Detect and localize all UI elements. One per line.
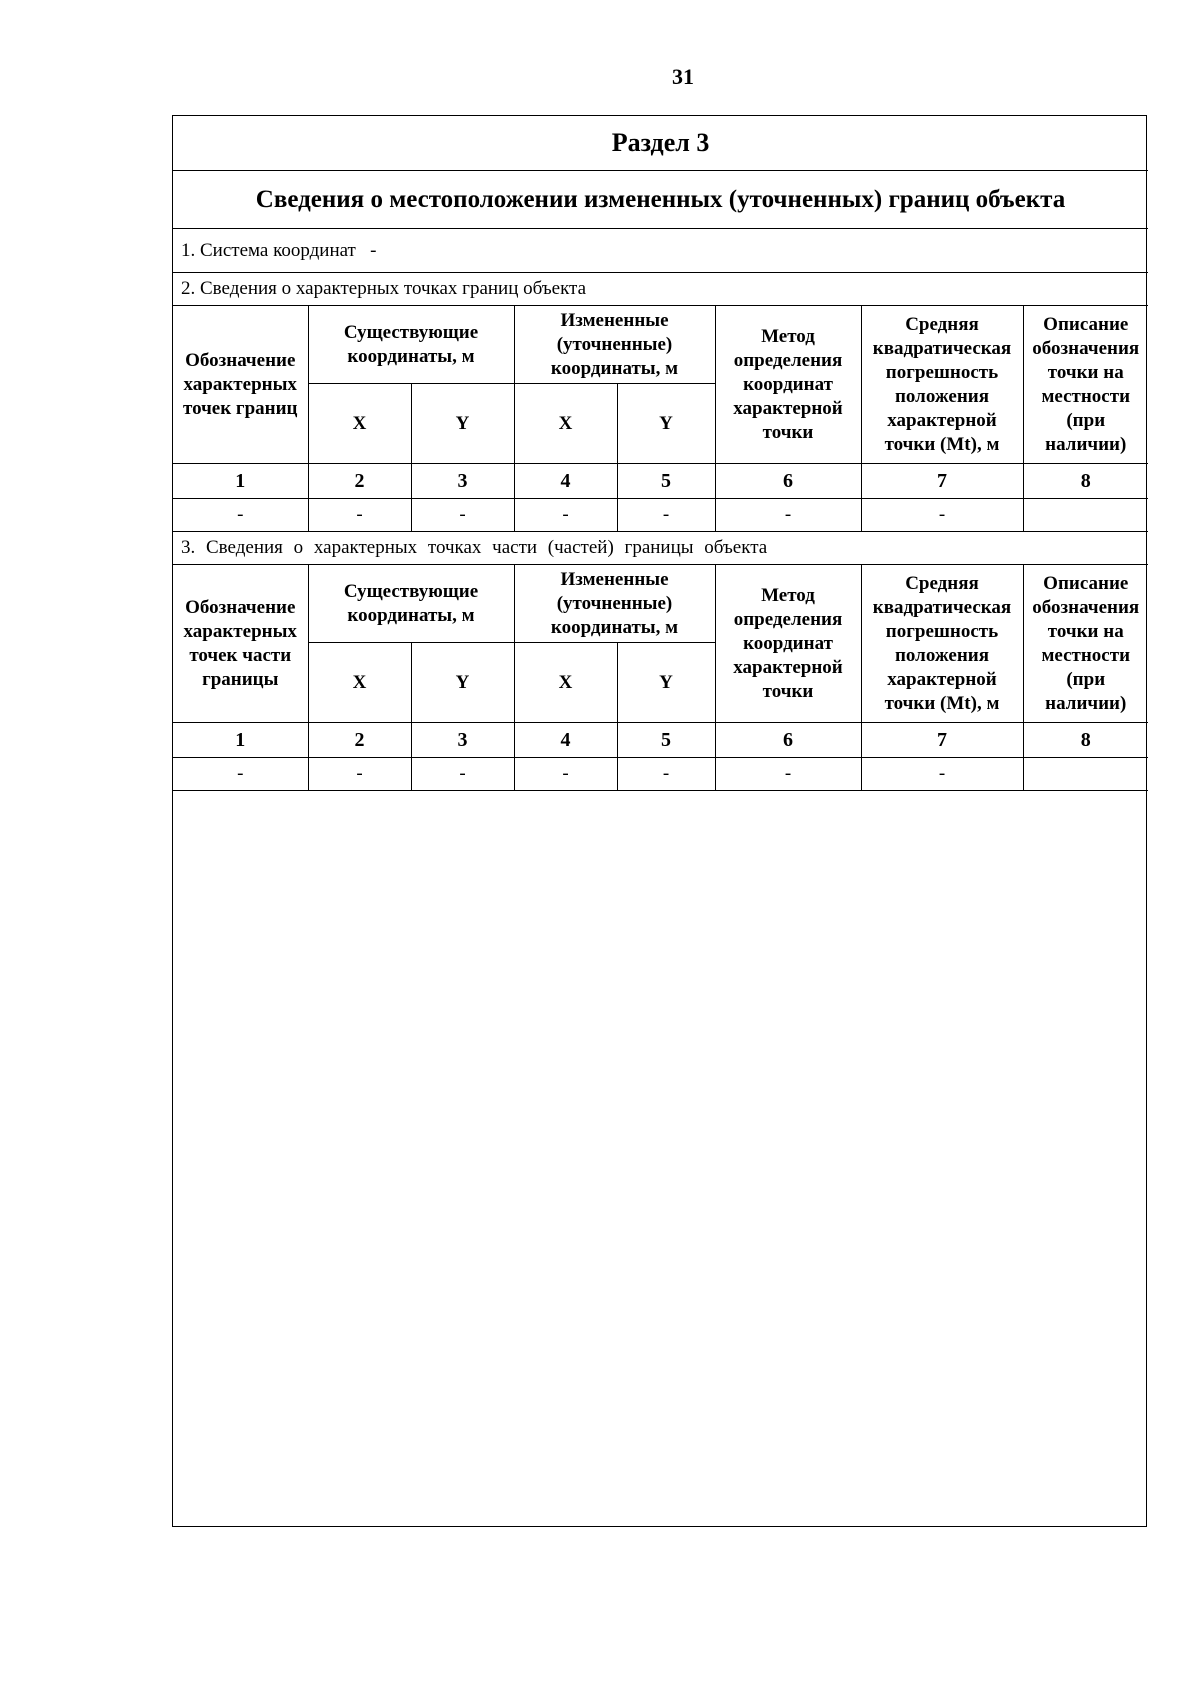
table1-col-designation: Обозначение характерных точек границ	[173, 306, 308, 464]
table1-num-4: 4	[514, 464, 617, 499]
section-frame	[172, 115, 1147, 1527]
table2-num-8: 8	[1023, 723, 1148, 758]
table1-col-description: Описание обозначения точки на местности (при наличии)	[1023, 306, 1148, 464]
table2-col-designation: Обозначение характерных точек части границы	[173, 565, 308, 723]
table1-num-1: 1	[173, 464, 308, 499]
section-title: Раздел 3	[173, 116, 1148, 171]
table1-cell: -	[514, 499, 617, 532]
table2-number-row	[173, 723, 1148, 758]
table2-cell: -	[173, 758, 308, 791]
table2-num-2: 2	[308, 723, 411, 758]
table1-number-row	[173, 464, 1148, 499]
table2-cell: -	[514, 758, 617, 791]
table2-cell: -	[861, 758, 1023, 791]
table1-col-changed: Измененные (уточненные) координаты, м	[514, 306, 715, 384]
table1-col-error: Средняя квадратическая погрешность положения характерной точки (Mt), м	[861, 306, 1023, 464]
section-subtitle: Сведения о местоположении измененных (уточненных) границ объекта	[173, 171, 1148, 229]
table1-cell: -	[715, 499, 861, 532]
table2-col-error: Средняя квадратическая погрешность положения характерной точки (Mt), м	[861, 565, 1023, 723]
table1-num-2: 2	[308, 464, 411, 499]
coordinate-system: 1. Система координат -	[173, 229, 1148, 273]
table2-caption: 3. Сведения о характерных точках части (частей) границы объекта	[173, 532, 1148, 565]
table1-num-3: 3	[411, 464, 514, 499]
table1-existing-y: Y	[411, 384, 514, 464]
table1-col-method: Метод определения координат характерной точки	[715, 306, 861, 464]
table1-data-row	[173, 499, 1148, 532]
table2-col-changed: Измененные (уточненные) координаты, м	[514, 565, 715, 643]
section-table	[173, 116, 1148, 791]
table1-num-5: 5	[617, 464, 715, 499]
table2-num-6: 6	[715, 723, 861, 758]
table1-caption: 2. Сведения о характерных точках границ объекта	[173, 273, 1148, 306]
table1-cell: -	[411, 499, 514, 532]
table1-num-8: 8	[1023, 464, 1148, 499]
table1-num-6: 6	[715, 464, 861, 499]
table2-col-existing: Существующие координаты, м	[308, 565, 514, 643]
table1-cell: -	[861, 499, 1023, 532]
table1-cell: -	[308, 499, 411, 532]
table1-cell: -	[617, 499, 715, 532]
table1-num-7: 7	[861, 464, 1023, 499]
table1-cell	[1023, 499, 1148, 532]
table2-col-method: Метод определения координат характерной точки	[715, 565, 861, 723]
table2-num-1: 1	[173, 723, 308, 758]
table2-cell: -	[308, 758, 411, 791]
table2-num-4: 4	[514, 723, 617, 758]
table1-changed-x: X	[514, 384, 617, 464]
table2-num-3: 3	[411, 723, 514, 758]
table2-cell: -	[617, 758, 715, 791]
table1-changed-y: Y	[617, 384, 715, 464]
table2-existing-x: X	[308, 643, 411, 723]
table2-changed-x: X	[514, 643, 617, 723]
table2-existing-y: Y	[411, 643, 514, 723]
table2-changed-y: Y	[617, 643, 715, 723]
table2-col-description: Описание обозначения точки на местности (при наличии)	[1023, 565, 1148, 723]
table1-existing-x: X	[308, 384, 411, 464]
table2-cell: -	[715, 758, 861, 791]
table2-num-7: 7	[861, 723, 1023, 758]
table2-data-row	[173, 758, 1148, 791]
table1-cell: -	[173, 499, 308, 532]
table2-cell	[1023, 758, 1148, 791]
table1-col-existing: Существующие координаты, м	[308, 306, 514, 384]
page-number: 31	[672, 64, 694, 89]
table2-cell: -	[411, 758, 514, 791]
table2-num-5: 5	[617, 723, 715, 758]
